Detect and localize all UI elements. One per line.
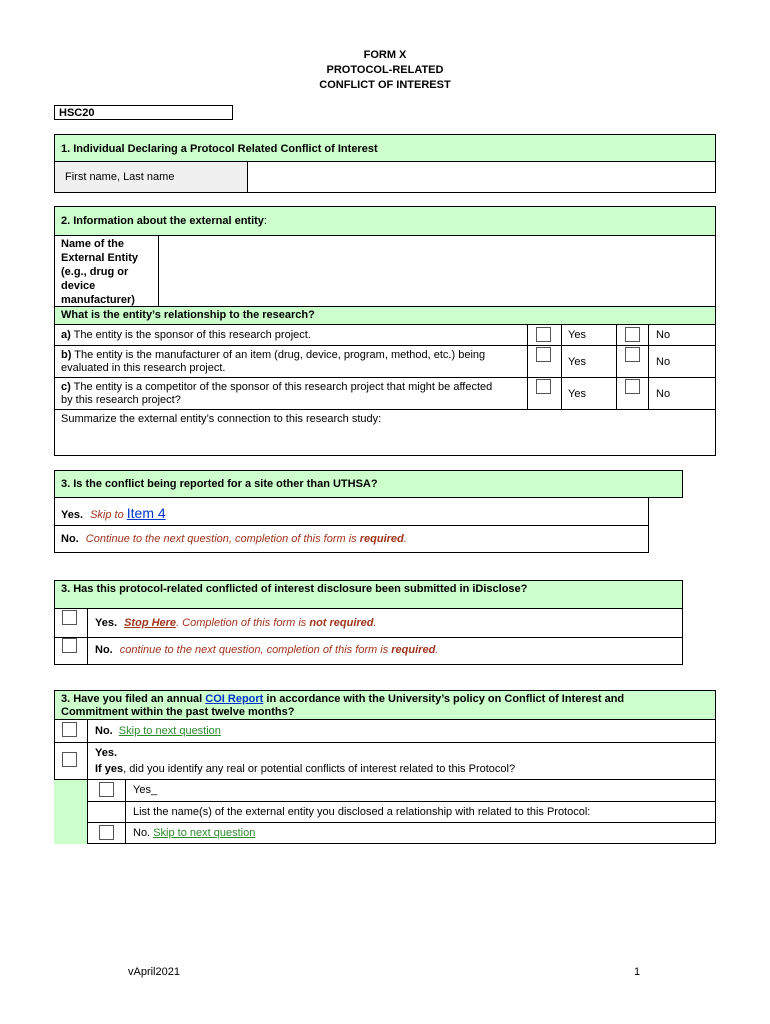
section3b-no-label: No. — [95, 644, 113, 656]
row-a-text-line: The entity is the sponsor of this research project. — [73, 329, 311, 341]
col-divider — [527, 324, 528, 410]
section3c-no-skip-link[interactable]: Skip to next question — [118, 725, 221, 737]
row-a-yes-label: Yes — [568, 329, 586, 341]
row-b-text-line: The entity is the manufacturer of an item (drug, device, program, method, etc.) being — [74, 349, 486, 361]
section2-title: 2. Information about the external entity — [61, 215, 264, 227]
entity-label-line: Name of the — [61, 238, 124, 250]
section3c-no-text — [95, 725, 221, 737]
sub-no-label: No. — [133, 827, 154, 839]
section3b-no-end: . — [435, 644, 439, 656]
section3a-no-end: . — [403, 533, 407, 545]
section3b-no-required: required — [391, 644, 436, 656]
form-code-box — [54, 105, 233, 120]
coi-report-link[interactable]: COI Report — [205, 693, 264, 705]
row-b-yes-label: Yes — [568, 356, 586, 368]
section1-header — [54, 134, 716, 162]
row-c-no-label: No — [656, 388, 671, 400]
if-yes-text: , did you identify any real or potential conflicts of interest related to this Protocol? — [123, 763, 516, 775]
section3c-yes-checkbox[interactable] — [62, 752, 77, 767]
row-c-yes-label: Yes — [568, 388, 586, 400]
section3a-no-text: Continue to the next question, completion of this form is — [85, 533, 360, 545]
row-c-text-line: by this research project? — [61, 394, 181, 406]
section3b-no-desc: continue to the next question, completion of this form is — [119, 644, 392, 656]
entity-name-input[interactable] — [161, 237, 714, 305]
footer-version: vApril2021 — [128, 966, 180, 978]
entity-label-line: (e.g., drug or — [61, 266, 129, 278]
section3c-title-a: 3. Have you filed an annual — [61, 693, 206, 705]
stop-here-link[interactable]: Stop Here — [124, 617, 177, 629]
section3a-title: 3. Is the conflict being reported for a site other than UTHSA? — [61, 478, 378, 490]
row-b-text — [61, 349, 485, 375]
section3a-yes-label: Yes. — [61, 509, 84, 521]
name-label-cell — [55, 162, 248, 192]
section1-title: 1. Individual Declaring a Protocol Related Conflict of Interest — [61, 143, 378, 155]
row-b-text-line: evaluated in this research project. — [61, 362, 226, 374]
item4-link[interactable]: Item 4 — [126, 505, 166, 521]
sub-no-skip-link[interactable]: Skip to next question — [153, 827, 256, 839]
section2-header — [54, 206, 716, 236]
entity-label-line: device — [61, 280, 96, 292]
section2-colon: : — [263, 215, 267, 227]
footer-page-number: 1 — [634, 966, 641, 978]
col-divider — [561, 324, 562, 410]
section3b-not-required: not required — [309, 617, 374, 629]
row-c-text-line: The entity is a competitor of the sponsor of this research project that might be affected — [73, 381, 493, 393]
row-a-yes-checkbox[interactable] — [536, 327, 551, 342]
name-input[interactable] — [250, 163, 714, 191]
section3c-header — [54, 690, 716, 720]
form-subtitle-2: CONFLICT OF INTEREST — [319, 79, 451, 91]
section3b-yes-checkbox[interactable] — [62, 610, 77, 625]
row-a-no-checkbox[interactable] — [625, 327, 640, 342]
summarize-field[interactable] — [54, 409, 716, 456]
section3b-title: 3. Has this protocol-related conflicted of interest disclosure been submitted in iDisclose? — [61, 583, 528, 595]
form-subtitle: PROTOCOL-RELATED — [326, 64, 444, 76]
relationship-question: What is the entity’s relationship to the research? — [61, 309, 315, 321]
section3b-yes-text — [95, 617, 377, 629]
section3b-no-checkbox[interactable] — [62, 638, 77, 653]
section3b-yes-end: . — [373, 617, 377, 629]
entity-label-line: External Entity — [61, 252, 139, 264]
row-c-letter: c) — [61, 381, 71, 393]
sub-yes-text — [133, 784, 157, 796]
section3b-no-text — [95, 644, 438, 656]
section3a-no-label: No. — [61, 533, 79, 545]
form-code: HSC20 — [59, 107, 95, 119]
section3c-yes-text — [95, 745, 515, 777]
sub-yes-row — [87, 779, 716, 802]
row-c-no-checkbox[interactable] — [625, 379, 640, 394]
section3a-no-required: required — [359, 533, 404, 545]
row-c-yes-checkbox[interactable] — [536, 379, 551, 394]
list-names-label: List the name(s) of the external entity you disclosed a relationship with related to this Protocol: — [133, 806, 591, 818]
sub-yes-label: Yes — [133, 784, 151, 796]
sub-no-text — [133, 827, 255, 839]
sub-yes-checkbox[interactable] — [99, 782, 114, 797]
form-title: FORM X — [363, 49, 407, 61]
section3a-header — [54, 470, 683, 498]
section3a-yes-row — [54, 497, 649, 526]
row-b-yes-checkbox[interactable] — [536, 347, 551, 362]
col-divider — [87, 608, 88, 665]
entity-label-line: manufacturer) — [61, 294, 135, 306]
name-label: First name, Last name — [65, 171, 175, 183]
section3a-no-row — [54, 525, 649, 553]
row-a-text — [61, 329, 311, 341]
sub-yes-trail: _ — [150, 784, 158, 796]
sub-rows-indent — [54, 780, 87, 844]
section3b-yes-label: Yes. — [95, 617, 118, 629]
summarize-label: Summarize the external entity’s connection to this research study: — [61, 413, 382, 425]
section3b-header — [54, 580, 683, 609]
if-yes-label: If yes — [95, 763, 124, 775]
sub-no-checkbox[interactable] — [99, 825, 114, 840]
entity-label-cell — [55, 236, 159, 306]
section3c-no-label: No. — [95, 725, 113, 737]
row-b-no-label: No — [656, 356, 671, 368]
col-divider — [616, 324, 617, 410]
col-divider — [648, 324, 649, 410]
col-divider — [125, 779, 126, 844]
section3c-title-line2: Commitment within the past twelve months? — [61, 706, 295, 718]
section3c-yes-label: Yes. — [95, 747, 118, 759]
row-b-no-checkbox[interactable] — [625, 347, 640, 362]
section3c-no-checkbox[interactable] — [62, 722, 77, 737]
row-a-no-label: No — [656, 329, 671, 341]
row-c-text — [61, 381, 492, 407]
row-b-letter: b) — [61, 349, 72, 361]
relationship-question-row — [54, 306, 716, 325]
section3b-yes-text-a: . Completion of this form is — [176, 617, 310, 629]
section3a-yes-skip: Skip to — [90, 509, 127, 521]
section3c-title-b: in accordance with the University’s policy on Conflict of Interest and — [263, 693, 625, 705]
row-a-letter: a) — [61, 329, 71, 341]
col-divider — [87, 719, 88, 780]
